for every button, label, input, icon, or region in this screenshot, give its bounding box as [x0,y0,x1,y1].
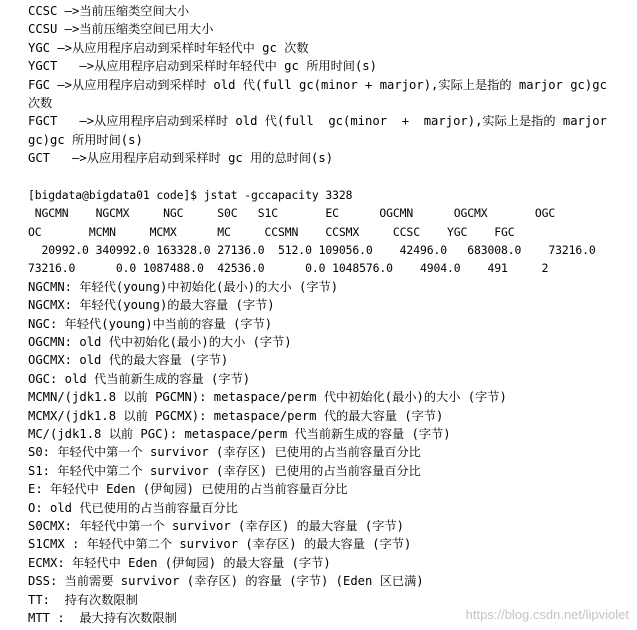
definition-s0: S0: 年轻代中第一个 survivor (幸存区) 已使用的占当前容量百分比 [28,445,421,460]
terminal-values-line-1: 20992.0 340992.0 163328.0 27136.0 512.0 109056.0 42496.0 683008.0 73216.0 [28,243,596,258]
intro-line-ygc: YGC —>从应用程序启动到采样时年轻代中 gc 次数 [28,40,309,55]
intro-line-fgct: FGCT —>从应用程序启动到采样时 old 代(full gc(minor + marjor),实际上是指的 marjor [28,114,607,129]
watermark-url: https://blog.csdn.net/lipviolet [465,607,629,622]
intro-line-fgc: FGC —>从应用程序启动到采样时 old 代(full gc(minor + marjor),实际上是指的 marjor gc)gc [28,77,607,92]
definition-ngcmx: NGCMX: 年轻代(young)的最大容量 (字节) [28,298,275,313]
definition-mc: MC/(jdk1.8 以前 PGC): metaspace/perm 代当前新生成的容量 (字节) [28,426,451,441]
definition-mtt: MTT : 最大持有次数限制 [28,610,177,625]
terminal-header-line-1: NGCMN NGCMX NGC S0C S1C EC OGCMN OGCMX OGC [28,206,556,221]
intro-line-gct: GCT —>从应用程序启动到采样时 gc 用的总时间(s) [28,151,334,166]
definition-ngc: NGC: 年轻代(young)中当前的容量 (字节) [28,316,273,331]
definition-ogcmn: OGCMN: old 代中初始化(最小)的大小 (字节) [28,335,292,350]
definition-s1cmx: S1CMX : 年轻代中第二个 survivor (幸存区) 的最大容量 (字节) [28,537,412,552]
intro-line-fgct-cont: gc)gc 所用时间(s) [28,132,143,147]
intro-line-ccsc: CCSC —>当前压缩类空间大小 [28,4,190,18]
spacer [28,168,637,186]
definition-tt: TT: 持有次数限制 [28,592,138,607]
intro-line-ygct: YGCT —>从应用程序启动到采样时年轻代中 gc 所用时间(s) [28,59,377,74]
terminal-prompt: [bigdata@bigdata01 code]$ jstat -gccapacity 3328 [28,187,353,202]
terminal-header-line-2: OC MCMN MCMX MC CCSMN CCSMX CCSC YGC FGC [28,224,515,239]
definition-mcmx: MCMX/(jdk1.8 以前 PGCMX): metaspace/perm 代的最大容量 (字节) [28,408,444,423]
terminal-values-line-2: 73216.0 0.0 1087488.0 42536.0 0.0 1048576.0 4904.0 491 2 [28,261,549,276]
definition-s0cmx: S0CMX: 年轻代中第一个 survivor (幸存区) 的最大容量 (字节) [28,518,404,533]
definition-ngcmn: NGCMN: 年轻代(young)中初始化(最小)的大小 (字节) [28,279,339,294]
definition-dss: DSS: 当前需要 survivor (幸存区) 的容量 (字节) (Eden 区已满) [28,574,424,589]
definition-ogcmx: OGCMX: old 代的最大容量 (字节) [28,353,229,368]
intro-line-ccsu: CCSU —>当前压缩类空间已用大小 [28,22,214,37]
definition-s1: S1: 年轻代中第二个 survivor (幸存区) 已使用的占当前容量百分比 [28,463,421,478]
definition-ogc: OGC: old 代当前新生成的容量 (字节) [28,371,251,386]
document-body [28,2,637,627]
definition-e: E: 年轻代中 Eden (伊甸园) 已使用的占当前容量百分比 [28,482,348,497]
definition-ecmx: ECMX: 年轻代中 Eden (伊甸园) 的最大容量 (字节) [28,555,331,570]
definition-o: O: old 代已使用的占当前容量百分比 [28,500,238,515]
definition-mcmn: MCMN/(jdk1.8 以前 PGCMN): metaspace/perm 代中初始化(最小)的大小 (字节) [28,390,507,405]
intro-line-fgc-cont: 次数 [28,95,53,110]
